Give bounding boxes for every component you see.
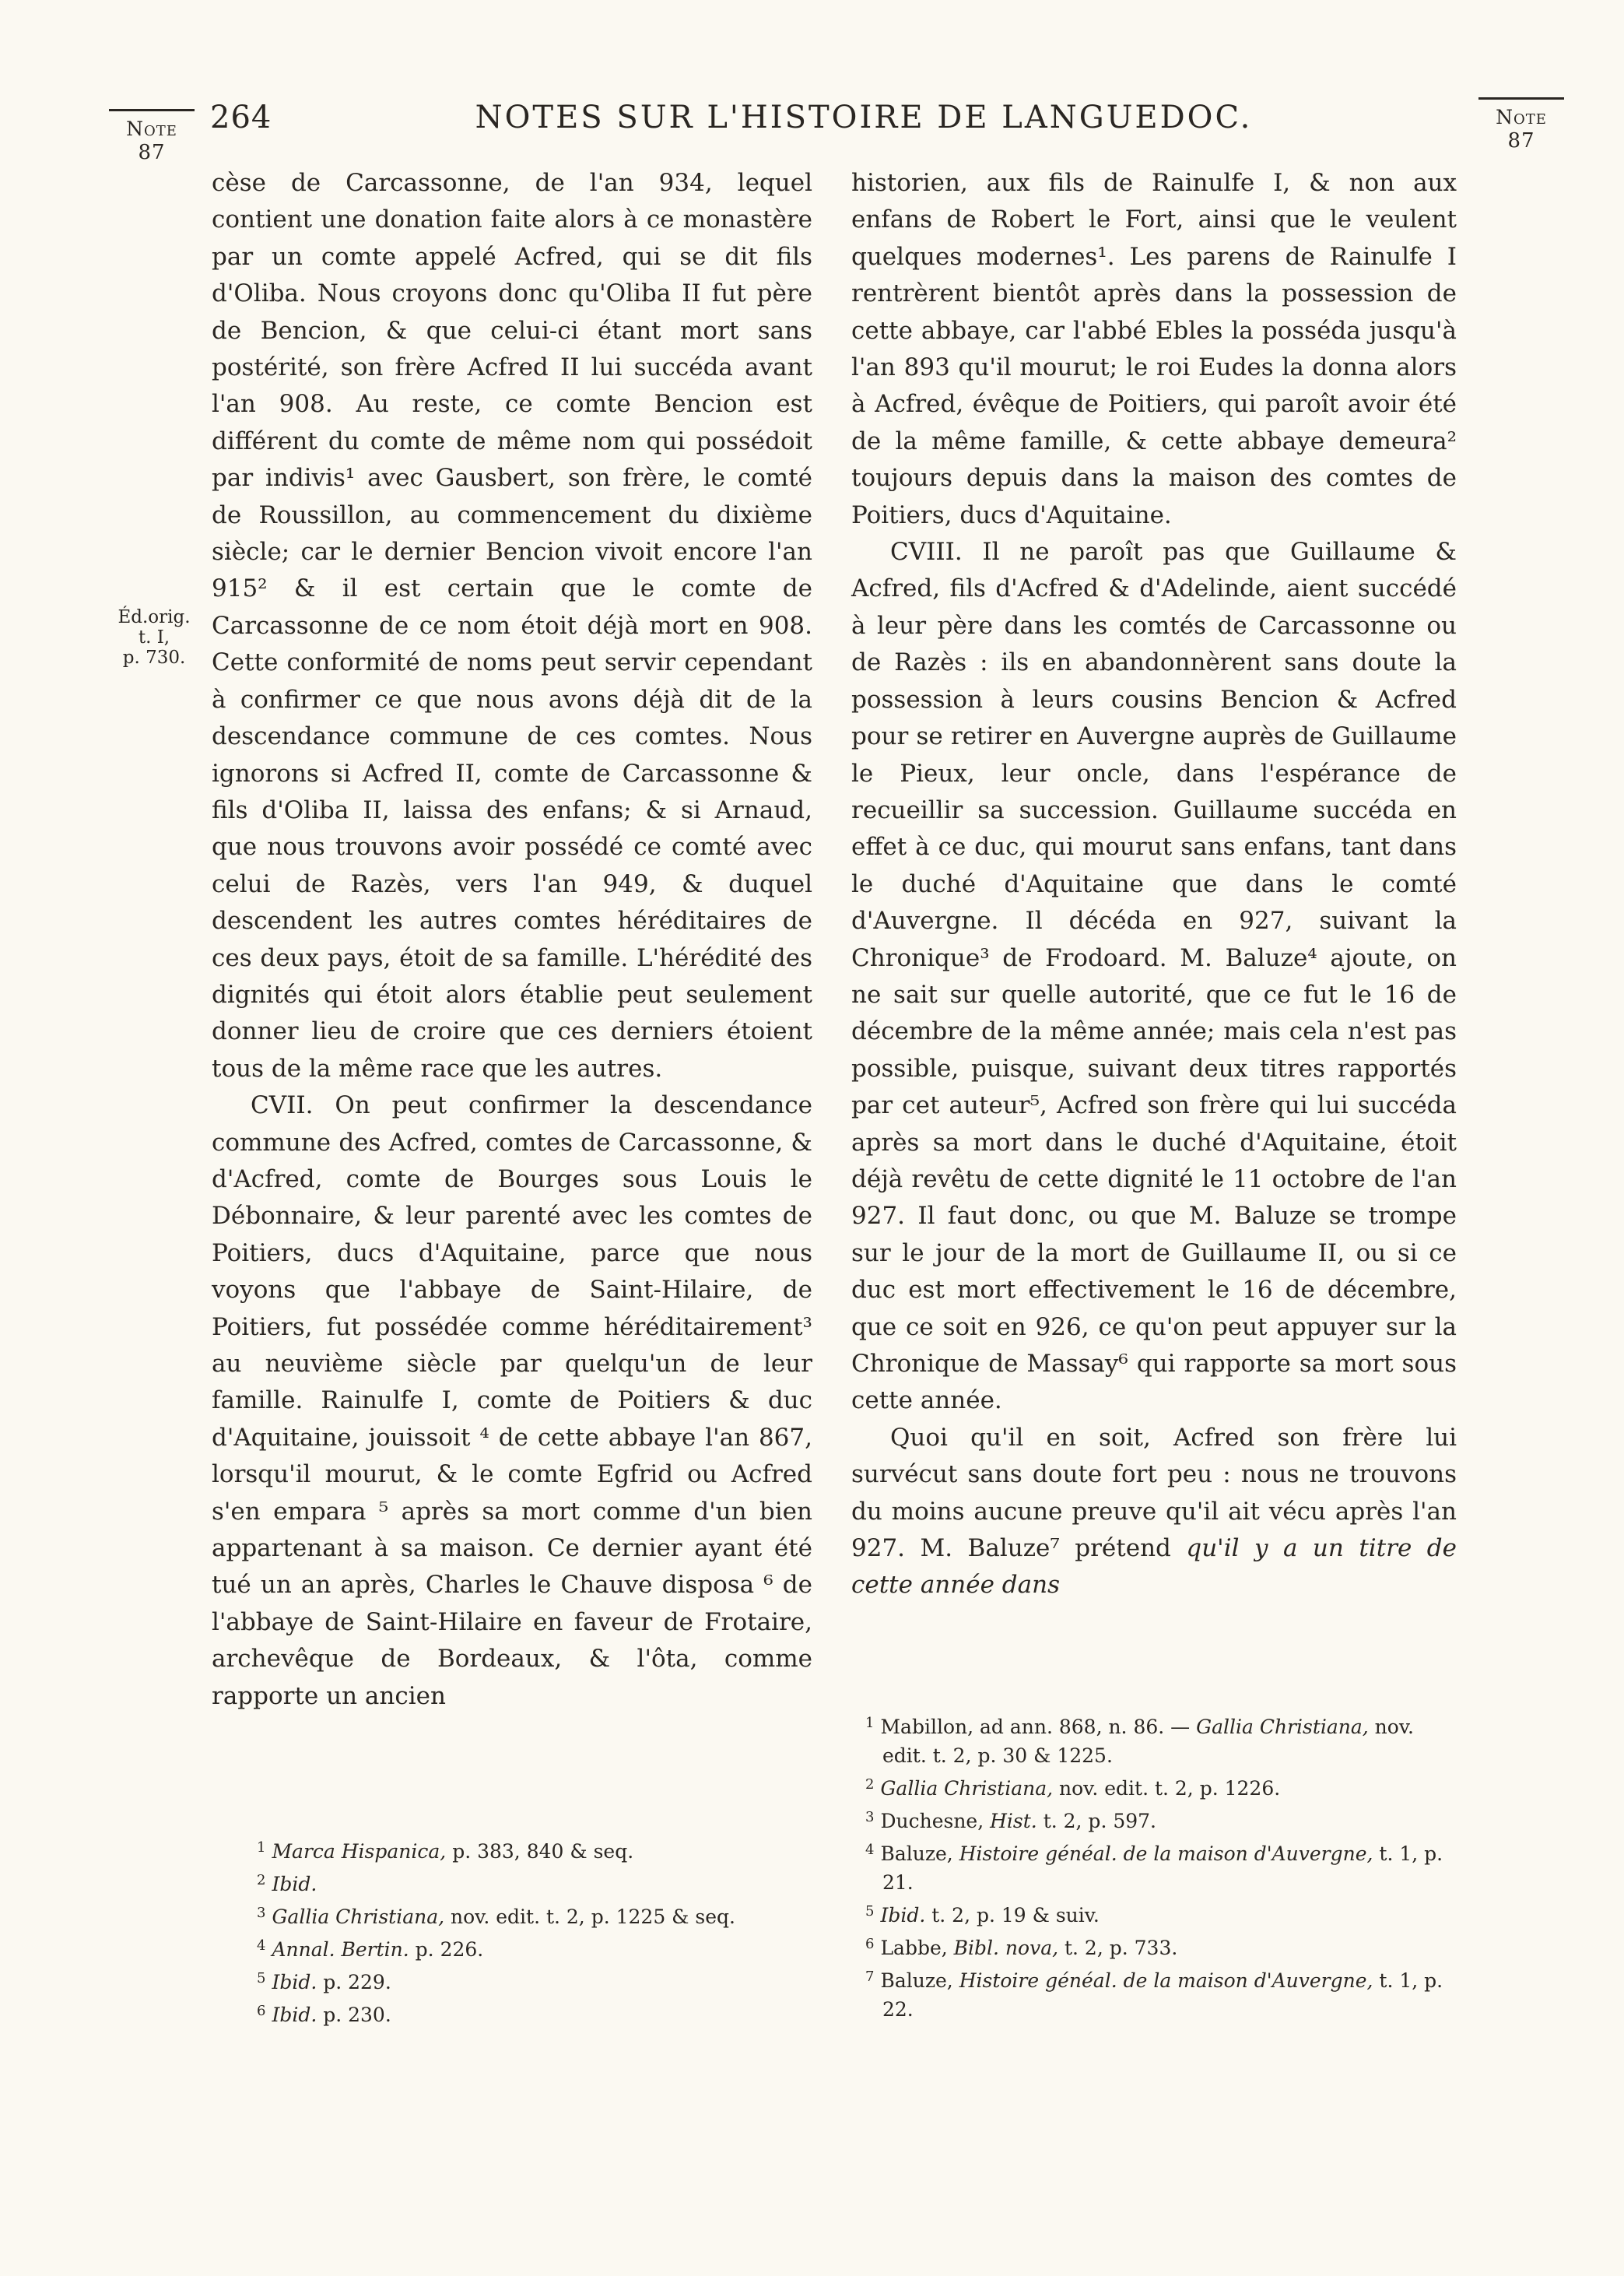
paragraph: CVIII. Il ne paroît pas que Guillaume & Acfred, fils d'Acfred & d'Adelinde, aient succédé à leur père dans les comtés de Carcassonne ou de Razès : ils en abandonnèrent sans doute la possession à leurs cousins Bencion & Acfred pour se retirer en Auvergne auprès de Guillaume le Pieux, leur oncle, dans l'espérance de recueillir sa succession. Guillaume succéda en effet à ce duc, qui mourut sans enfans, tant dans le duché d'Aquitaine que dans le comté d'Auvergne. Il décéda en 927, suivant la Chronique³ de Frodoard. M. Baluze⁴ ajoute, on ne sait sur quelle autorité, que ce fut le 16 de décembre de la même année; mais cela n'est pas possible, puisque, suivant deux titres rapportés par cet auteur⁵, Acfred son frère qui lui succéda après sa mort dans le duché d'Aquitaine, étoit déjà revêtu de cette dignité le 11 octobre de l'an 927. Il faut donc, ou que M. Baluze se trompe sur le jour de la mort de Guillaume II, ou si ce duc est mort effectivement le 16 de décembre, que ce soit en 926, ce qu'on peut appuyer sur la Chronique de Massay⁶ qui rapporte sa mort sous cette année. [851,538,1457,1415]
footnote [851,1803,1457,1835]
italic-quote: qu'il y a un titre de cette année dans [851,1534,1457,1600]
footnote [851,1835,1457,1897]
note-label: Note [126,118,177,140]
footnote [851,1897,1457,1930]
footnote [243,1931,834,1964]
footnote-rest: t. 2, p. 733. [1058,1937,1178,1959]
footnote-mark: 5 [865,1903,875,1919]
edition-reference [107,607,201,668]
footnote-rest: p. 229. [317,1971,391,1993]
footnote-title: Gallia Christiana, [1196,1716,1369,1738]
footnote-mark: 2 [257,1872,266,1888]
footnote [243,1997,834,2029]
footnote [243,1964,834,1997]
footnote-rest: t. 1, p. 21. [882,1842,1443,1894]
footnote-title: Ibid. [272,1971,317,1993]
page-number: 264 [210,100,272,135]
footnote-title: Hist. [990,1810,1037,1832]
paragraph: historien, aux fils de Rainulfe I, & non aux enfans de Robert le Fort, ainsi que le veulent quelques modernes¹. Les parens de Rainulfe I rentrèrent bientôt après dans la possession de cette abbaye, car l'abbé Ebles la posséda jusqu'à l'an 893 qu'il mourut; le roi Eudes la donna alors à Acfred, évêque de Poitiers, qui paroît avoir été de la même famille, & cette abbaye demeura² toujours depuis dans la maison des comtes de Poitiers, ducs d'Aquitaine. [851,169,1457,529]
paragraph: cèse de Carcassonne, de l'an 934, lequel contient une donation faite alors à ce monastère par un comte appelé Acfred, qui se dit fils d'Oliba. Nous croyons donc qu'Oliba II fut père de Bencion, & que celui-ci étant mort sans postérité, son frère Acfred II lui succéda avant l'an 908. Au reste, ce comte Bencion est différent du comte de même nom qui possédoit par indivis¹ avec Gausbert, son frère, le comté de Roussillon, au commencement du dixième siècle; car le dernier Bencion vivoit encore l'an 915² & il est certain que le comte de Carcassonne de ce nom étoit déjà mort en 908. Cette conformité de noms peut servir cependant à confirmer ce que nous avons déjà dit de la descendance commune de ces comtes. Nous ignorons si Acfred II, comte de Carcassonne & fils d'Oliba II, laissa des enfans; & si Arnaud, que nous trouvons avoir possédé ce comté avec celui de Razès, vers l'an 949, & duquel descendent les autres comtes héréditaires de ces deux pays, étoit de sa famille. L'hérédité des dignités qui étoit alors établie peut seulement donner lieu de croire que ces derniers étoient tous de la même race que les autres. [212,169,812,1083]
footnote-rest: nov. edit. t. 2, p. 30 & 1225. [882,1716,1414,1767]
paragraph [851,1420,1457,1604]
footnote-rest: t. 2, p. 597. [1036,1810,1156,1832]
footnote-rest: p. 226. [409,1938,484,1961]
footnote-title: Gallia Christiana, [880,1777,1054,1800]
footnote-mark: 6 [257,2003,266,2019]
margin-rule [1478,97,1564,100]
footnotes-left [243,1833,834,2029]
footnote-mark: 7 [865,1969,875,1985]
footnote-mark: 6 [865,1936,875,1952]
right-column [851,165,1457,1604]
footnote-rest: t. 2, p. 19 & suiv. [925,1904,1100,1927]
footnote-rest: p. 230. [317,2004,391,2026]
note-label: Note [1496,106,1547,128]
edition-ref-line: t. I, [138,627,170,648]
footnote [243,1833,834,1866]
footnote [851,1709,1457,1770]
footnote [243,1866,834,1898]
footnote-mark: 1 [865,1715,875,1731]
footnote-pre: Labbe, [880,1937,954,1959]
footnote [851,1770,1457,1803]
footnote-title: Annal. Bertin. [272,1938,409,1961]
footnote-title: Gallia Christiana, [272,1905,445,1928]
footnote-mark: 5 [257,1970,266,1986]
margin-note-right [1478,97,1564,153]
footnote-title: Marca Hispanica, [272,1840,447,1863]
footnote-mark: 3 [865,1809,875,1825]
footnote-rest: nov. edit. t. 2, p. 1226. [1053,1777,1281,1800]
note-number: 87 [1507,129,1535,153]
footnote-mark: 4 [257,1937,266,1954]
footnote-rest: t. 1, p. 22. [882,1969,1443,2021]
footnote [851,1962,1457,2024]
margin-rule [109,109,195,111]
footnote-mark: 4 [865,1842,875,1858]
footnote [851,1930,1457,1962]
footnote-title: Ibid. [272,2004,317,2026]
footnote-title: Bibl. nova, [953,1937,1059,1959]
footnote-mark: 2 [865,1776,875,1793]
footnote-pre: Baluze, [880,1842,959,1865]
footnote-pre: Baluze, [880,1969,959,1992]
edition-ref-line: Éd.orig. [118,607,191,627]
running-title: NOTES SUR L'HISTOIRE DE LANGUEDOC. [475,100,1253,135]
footnote-pre: Mabillon, ad ann. 868, n. 86. — [880,1716,1197,1738]
footnote-title: Ibid. [880,1904,926,1927]
footnote-title: Histoire généal. de la maison d'Auvergne, [959,1842,1373,1865]
edition-ref-line: p. 730. [122,648,186,668]
note-number: 87 [138,141,166,164]
footnote-rest: p. 383, 840 & seq. [446,1840,634,1863]
footnote-mark: 1 [257,1839,266,1856]
footnote-title: Histoire généal. de la maison d'Auvergne, [959,1969,1373,1992]
footnote-pre: Duchesne, [880,1810,991,1832]
margin-note-left [109,109,195,164]
left-column [212,165,812,1715]
paragraph-text: Quoi qu'il en soit, Acfred son frère lui survécut sans doute fort peu : nous ne trouvons du moins aucune preuve qu'il ait vécu après l'an 927. M. Baluze⁷ prétend [851,1423,1457,1563]
footnote [243,1898,834,1931]
footnote-rest: nov. edit. t. 2, p. 1225 & seq. [444,1905,735,1928]
footnotes-right [851,1709,1457,2024]
footnote-mark: 3 [257,1905,266,1921]
paragraph: CVII. On peut confirmer la descendance commune des Acfred, comtes de Carcassonne, & d'Acfred, comte de Bourges sous Louis le Débonnaire, & leur parenté avec les comtes de Poitiers, ducs d'Aquitaine, parce que nous voyons que l'abbaye de Saint-Hilaire, de Poitiers, fut possédée comme héréditairement³ au neuvième siècle par quelqu'un de leur famille. Rainulfe I, comte de Poitiers & duc d'Aquitaine, jouissoit ⁴ de cette abbaye l'an 867, lorsqu'il mourut, & le comte Egfrid ou Acfred s'en empara ⁵ après sa mort comme d'un bien appartenant à sa maison. Ce dernier ayant été tué un an après, Charles le Chauve disposa ⁶ de l'abbaye de Saint-Hilaire en faveur de Frotaire, archevêque de Bordeaux, & l'ôta, comme rapporte un ancien [212,1091,812,1710]
footnote-title: Ibid. [272,1873,317,1895]
